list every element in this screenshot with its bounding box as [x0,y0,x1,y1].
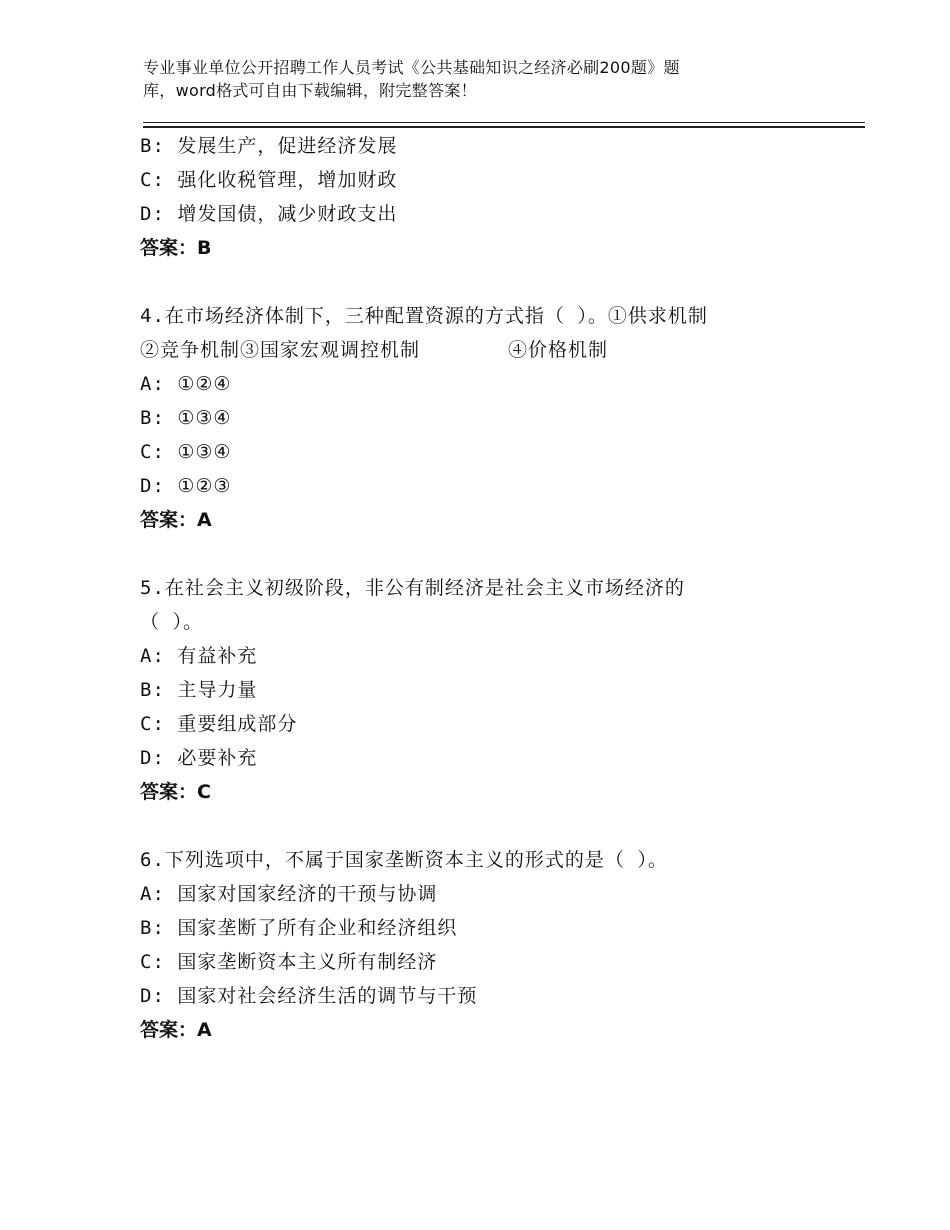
option-d: D: ①②③ [140,475,232,497]
option-b: B: 国家垄断了所有企业和经济组织 [140,917,458,939]
stem-part-b: ④价格机制 [508,339,609,361]
header-rule-thick [143,126,865,128]
question-5 [140,571,840,809]
option-c: C: 国家垄断资本主义所有制经济 [140,951,438,973]
question-stem: 5.在社会主义初级阶段，非公有制经济是社会主义市场经济的 [140,577,685,599]
option-c: C: ①③④ [140,441,232,463]
option-d: D: 国家对社会经济生活的调节与干预 [140,985,478,1007]
answer: 答案：C [140,781,211,803]
question-4 [140,299,840,537]
option-a: A: 有益补充 [140,645,258,667]
answer: 答案：A [140,1019,212,1041]
document-header [143,56,803,102]
header-rule-thin [143,122,865,123]
header-line-1: 专业事业单位公开招聘工作人员考试《公共基础知识之经济必刷200题》题 [143,58,680,77]
option-b: B: 主导力量 [140,679,258,701]
option-d: D: 增发国债，减少财政支出 [140,203,398,225]
answer: 答案：B [140,237,212,259]
question-6 [140,843,840,1047]
option-d: D: 必要补充 [140,747,258,769]
answer: 答案：A [140,509,212,531]
question-stem: 4.在市场经济体制下，三种配置资源的方式指（ ）。①供求机制 [140,305,708,327]
question-stem: 6.下列选项中，不属于国家垄断资本主义的形式的是（ ）。 [140,849,668,871]
question-3 [140,129,840,265]
option-c: C: 强化收税管理，增加财政 [140,169,398,191]
option-a: A: 国家对国家经济的干预与协调 [140,883,438,905]
header-line-2: 库，word格式可自由下载编辑，附完整答案！ [143,81,477,100]
document-body [140,129,840,1047]
option-a: A: ①②④ [140,373,232,395]
question-stem-continued [140,333,840,367]
option-c: C: 重要组成部分 [140,713,298,735]
option-b: B: ①③④ [140,407,232,429]
option-b: B: 发展生产，促进经济发展 [140,135,398,157]
question-stem-continued: （ ）。 [140,611,203,633]
stem-part-a: ②竞争机制③国家宏观调控机制 [140,339,421,361]
